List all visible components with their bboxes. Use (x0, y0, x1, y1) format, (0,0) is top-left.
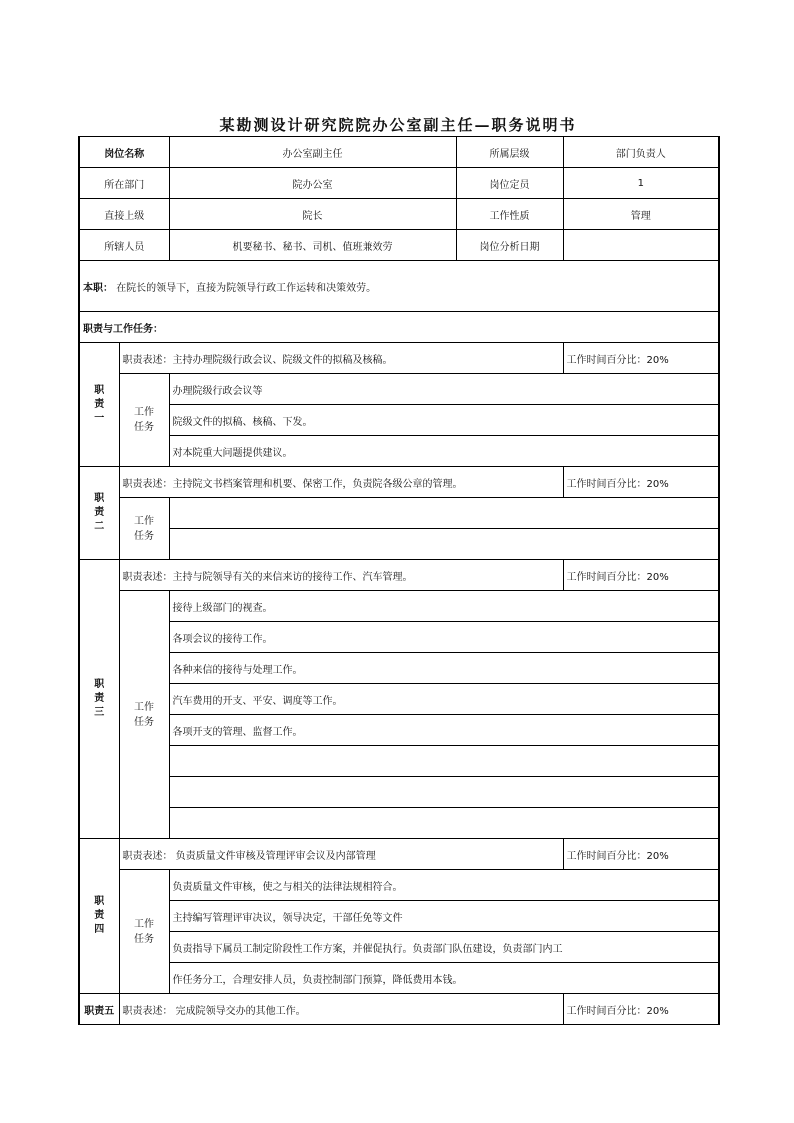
summary-text: 在院长的领导下，直接为院领导行政工作运转和决策效劳。 (116, 282, 377, 294)
label-subordinates: 所辖人员 (79, 230, 169, 261)
duty-4-statement: 职责表述： 负责质量文件审核及管理评审会议及内部管理 (119, 839, 563, 870)
label-position-name: 岗位名称 (79, 137, 169, 168)
duty-1-label: 职 责 一 (79, 343, 119, 467)
value-subordinates: 机要秘书、秘书、司机、值班兼效劳 (169, 230, 456, 261)
duty-1-statement: 职责表述：主持办理院级行政会议、院级文件的拟稿及核稿。 (119, 343, 563, 374)
label-headcount: 岗位定员 (456, 168, 563, 199)
duty-4-task: 负责指导下属员工制定阶段性工作方案，并催促执行。负责部门队伍建设，负责部门内工 (169, 932, 719, 963)
document-title: 某勘测设计研究院院办公室副主任—职务说明书 (219, 116, 577, 134)
duty-1-task-row (79, 374, 719, 405)
duty-4-task-row (79, 963, 719, 994)
job-description-table (78, 136, 720, 1025)
duty-2-label: 职 责 二 (79, 467, 119, 560)
duty-3-task-row (79, 622, 719, 653)
duty-3-task-label: 工作 任务 (119, 591, 169, 839)
header-row-3 (79, 199, 719, 230)
duty-4-task: 作任务分工，合理安排人员，负责控制部门预算，降低费用本钱。 (169, 963, 719, 994)
duty-2-statement: 职责表述：主持院文书档案管理和机要、保密工作，负责院各级公章的管理。 (119, 467, 563, 498)
label-analysis-date: 岗位分析日期 (456, 230, 563, 261)
label-superior: 直接上级 (79, 199, 169, 230)
duty-2-task-label: 工作 任务 (119, 498, 169, 560)
duty-2-task-row (79, 498, 719, 529)
duty-4-task-label: 工作 任务 (119, 870, 169, 994)
label-department: 所在部门 (79, 168, 169, 199)
duty-5-statement: 职责表述： 完成院领导交办的其他工作。 (119, 994, 563, 1025)
duty-2-task (169, 498, 719, 529)
value-headcount: 1 (563, 168, 719, 199)
value-superior: 院长 (169, 199, 456, 230)
duty-5-label: 职责五 (79, 994, 119, 1025)
value-position-name: 办公室副主任 (169, 137, 456, 168)
duty-1-statement-row (79, 343, 719, 374)
duty-3-task: 汽车费用的开支、平安、调度等工作。 (169, 684, 719, 715)
duties-heading: 职责与工作任务： (79, 312, 719, 343)
duty-2-statement-row (79, 467, 719, 498)
duties-heading-row (79, 312, 719, 343)
label-work-nature: 工作性质 (456, 199, 563, 230)
duty-4-task-row (79, 901, 719, 932)
label-level: 所属层级 (456, 137, 563, 168)
duty-4-task-row (79, 870, 719, 901)
duty-3-statement: 职责表述：主持与院领导有关的来信来访的接待工作、汽车管理。 (119, 560, 563, 591)
duty-1-task: 对本院重大问题提供建议。 (169, 436, 719, 467)
duty-2-percent: 工作时间百分比：20% (563, 467, 719, 498)
duty-1-percent: 工作时间百分比：20% (563, 343, 719, 374)
header-row-1 (79, 137, 719, 168)
duty-2-task-row (79, 529, 719, 560)
duty-3-task-row (79, 591, 719, 622)
duty-3-label: 职 责 三 (79, 560, 119, 839)
value-work-nature: 管理 (563, 199, 719, 230)
duty-3-task-row (79, 777, 719, 808)
duty-4-statement-row (79, 839, 719, 870)
duty-4-task: 负责质量文件审核，使之与相关的法律法规相符合。 (169, 870, 719, 901)
duty-5-percent: 工作时间百分比：20% (563, 994, 719, 1025)
value-department: 院办公室 (169, 168, 456, 199)
duty-3-task-row (79, 808, 719, 839)
duty-3-task-row (79, 684, 719, 715)
duty-1-task-row (79, 436, 719, 467)
duty-1-task: 办理院级行政会议等 (169, 374, 719, 405)
duty-4-percent: 工作时间百分比：20% (563, 839, 719, 870)
duty-3-task: 各项开支的管理、监督工作。 (169, 715, 719, 746)
duty-3-percent: 工作时间百分比：20% (563, 560, 719, 591)
duty-1-task: 院级文件的拟稿、核稿、下发。 (169, 405, 719, 436)
header-row-2 (79, 168, 719, 199)
duty-3-task (169, 746, 719, 777)
summary-cell (79, 261, 719, 312)
duty-3-task (169, 777, 719, 808)
duty-4-label: 职 责 四 (79, 839, 119, 994)
duty-3-task: 各项会议的接待工作。 (169, 622, 719, 653)
duty-3-task-row (79, 653, 719, 684)
value-analysis-date (563, 230, 719, 261)
duty-1-task-row (79, 405, 719, 436)
duty-5-row (79, 994, 719, 1025)
duty-1-task-label: 工作 任务 (119, 374, 169, 467)
duty-4-task: 主持编写管理评审决议，领导决定，干部任免等文件 (169, 901, 719, 932)
duty-2-task (169, 529, 719, 560)
value-level: 部门负责人 (563, 137, 719, 168)
summary-label: 本职： (83, 282, 113, 294)
duty-3-task: 各种来信的接待与处理工作。 (169, 653, 719, 684)
duty-3-task-row (79, 715, 719, 746)
header-row-4 (79, 230, 719, 261)
summary-row (79, 261, 719, 312)
duty-3-task-row (79, 746, 719, 777)
duty-3-task: 接待上级部门的视查。 (169, 591, 719, 622)
duty-4-task-row (79, 932, 719, 963)
duty-3-task (169, 808, 719, 839)
duty-3-statement-row (79, 560, 719, 591)
